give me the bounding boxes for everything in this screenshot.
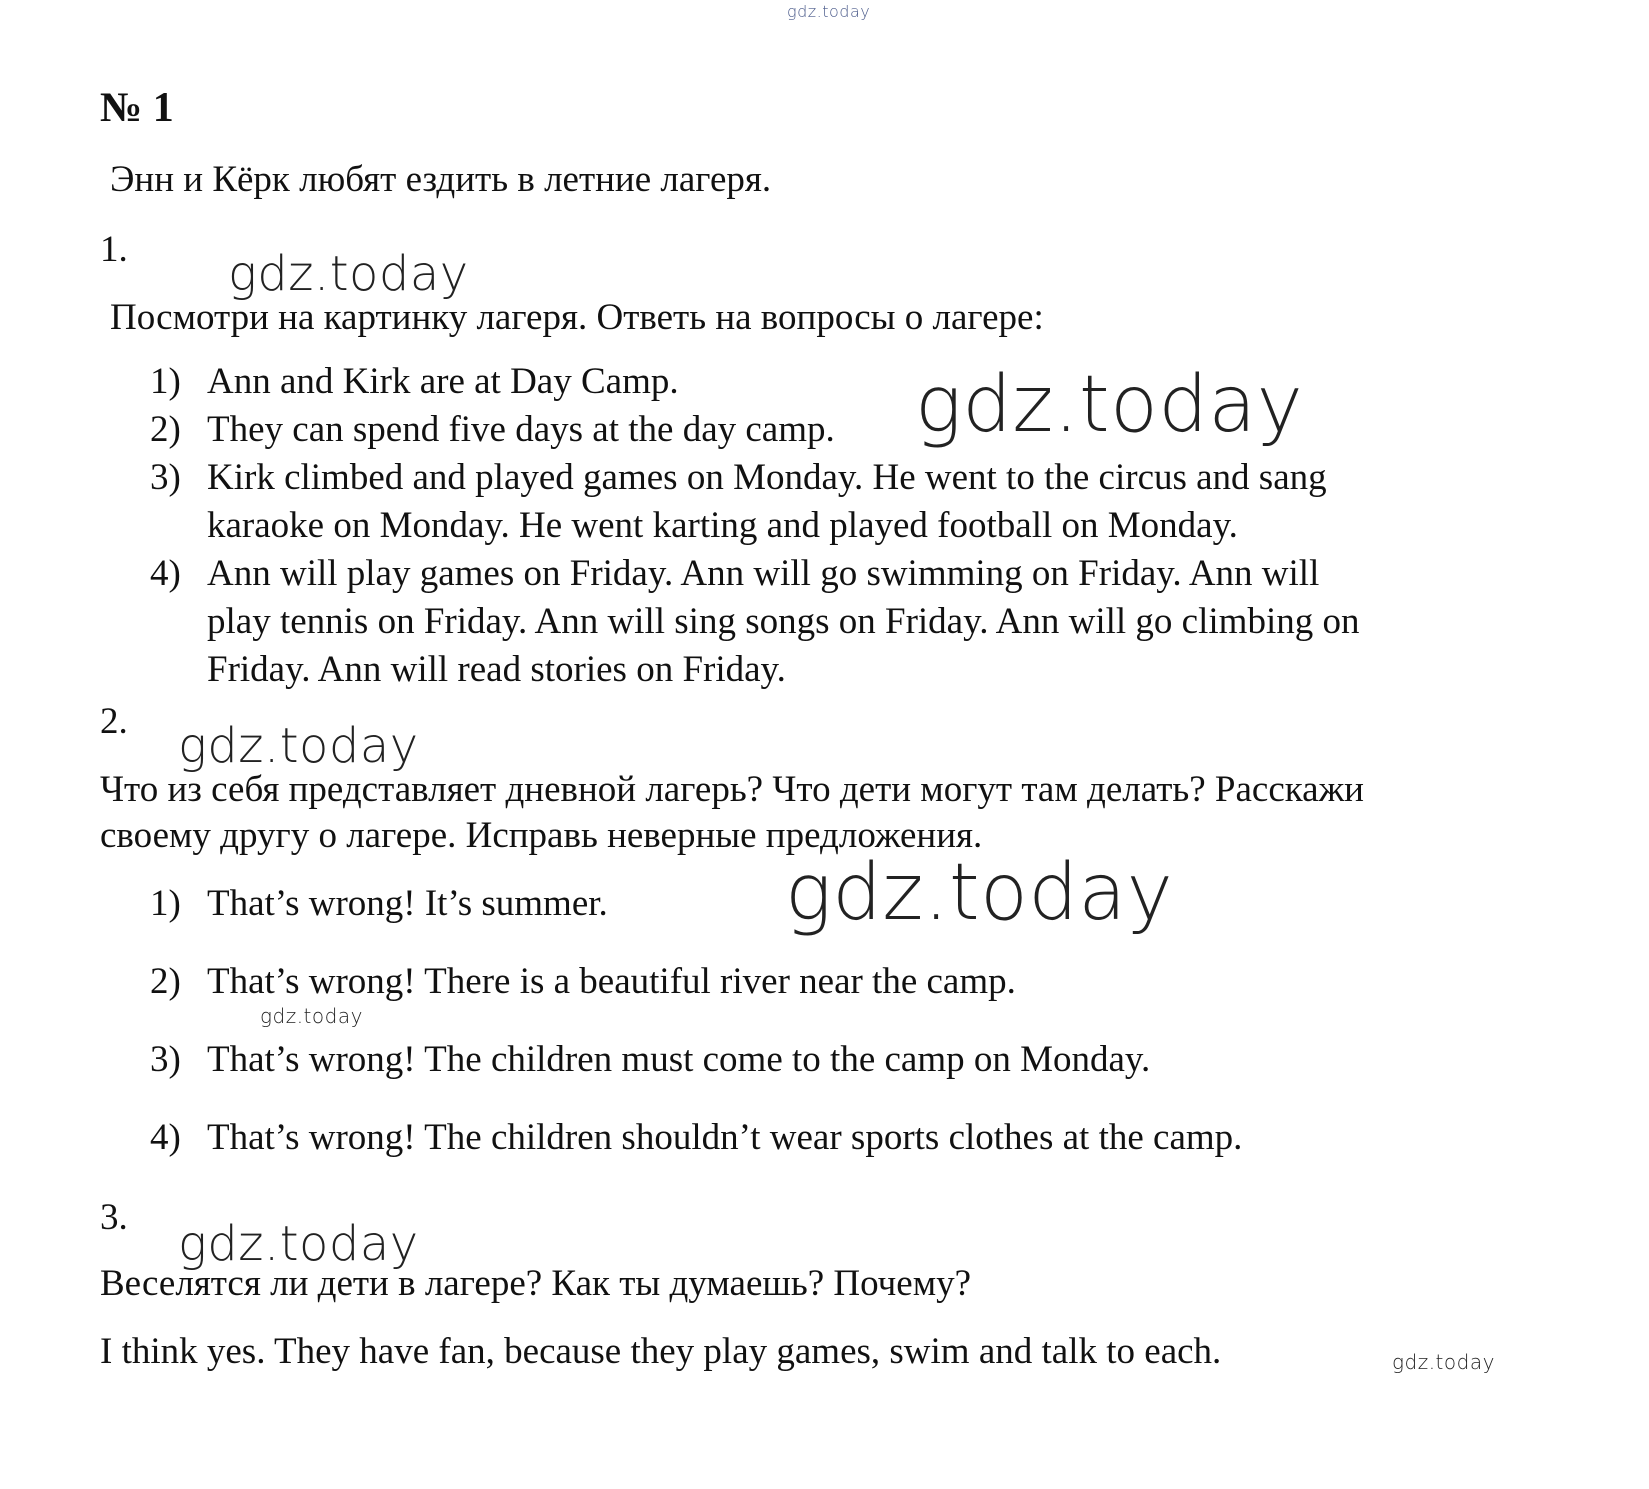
task2-answer-1-number: 1): [150, 883, 181, 924]
watermark-task1: gdz.today: [228, 246, 469, 302]
exercise-heading: № 1: [100, 85, 174, 131]
task1-answer-4-number: 4): [150, 553, 181, 594]
task1-answer-4-line-2: play tennis on Friday. Ann will sing songs on Friday. Ann will go climbing on: [207, 601, 1360, 642]
task1-answer-2-number: 2): [150, 409, 181, 450]
task1-answer-3-line-2: karaoke on Monday. He went karting and played football on Monday.: [207, 505, 1238, 546]
intro-text: Энн и Кёрк любят ездить в летние лагеря.: [110, 159, 772, 200]
task2-instruction-line-2: своему другу о лагере. Исправь неверные предложения.: [100, 815, 983, 856]
task2-answer-2-number: 2): [150, 961, 181, 1002]
task1-answer-1-number: 1): [150, 361, 181, 402]
task2-answer-1: That’s wrong! It’s summer.: [207, 883, 608, 924]
task2-answer-3-number: 3): [150, 1039, 181, 1080]
task3-answer: I think yes. They have fan, because they play games, swim and talk to each.: [100, 1331, 1222, 1372]
task1-answer-4-line-3: Friday. Ann will read stories on Friday.: [207, 649, 786, 690]
watermark-tiny-2: gdz.today: [1392, 1350, 1495, 1374]
task2-answer-4-number: 4): [150, 1117, 181, 1158]
watermark-top: gdz.today: [787, 2, 871, 21]
task3-instruction: Веселятся ли дети в лагере? Как ты думаешь? Почему?: [100, 1263, 972, 1304]
task1-answer-3-number: 3): [150, 457, 181, 498]
watermark-large-2: gdz.today: [785, 848, 1174, 938]
watermark-task3: gdz.today: [178, 1216, 419, 1272]
watermark-task2: gdz.today: [178, 718, 419, 774]
watermark-large-1: gdz.today: [915, 360, 1304, 450]
task1-number: 1.: [100, 229, 128, 270]
task1-instruction: Посмотри на картинку лагеря. Ответь на вопросы о лагере:: [110, 297, 1044, 338]
task1-answer-1-line-1: Ann and Kirk are at Day Camp.: [207, 361, 679, 402]
task2-instruction-line-1: Что из себя представляет дневной лагерь? Что дети могут там делать? Расскажи: [100, 769, 1364, 810]
task1-answer-4-line-1: Ann will play games on Friday. Ann will go swimming on Friday. Ann will: [207, 553, 1320, 594]
task1-answer-3-line-1: Kirk climbed and played games on Monday. He went to the circus and sang: [207, 457, 1327, 498]
watermark-tiny-1: gdz.today: [260, 1004, 363, 1028]
task2-number: 2.: [100, 701, 128, 742]
task2-answer-4: That’s wrong! The children shouldn’t wear sports clothes at the camp.: [207, 1117, 1243, 1158]
task2-answer-2: That’s wrong! There is a beautiful river near the camp.: [207, 961, 1016, 1002]
task3-number: 3.: [100, 1197, 128, 1238]
task1-answer-2-line-1: They can spend five days at the day camp.: [207, 409, 835, 450]
task2-answer-3: That’s wrong! The children must come to the camp on Monday.: [207, 1039, 1151, 1080]
